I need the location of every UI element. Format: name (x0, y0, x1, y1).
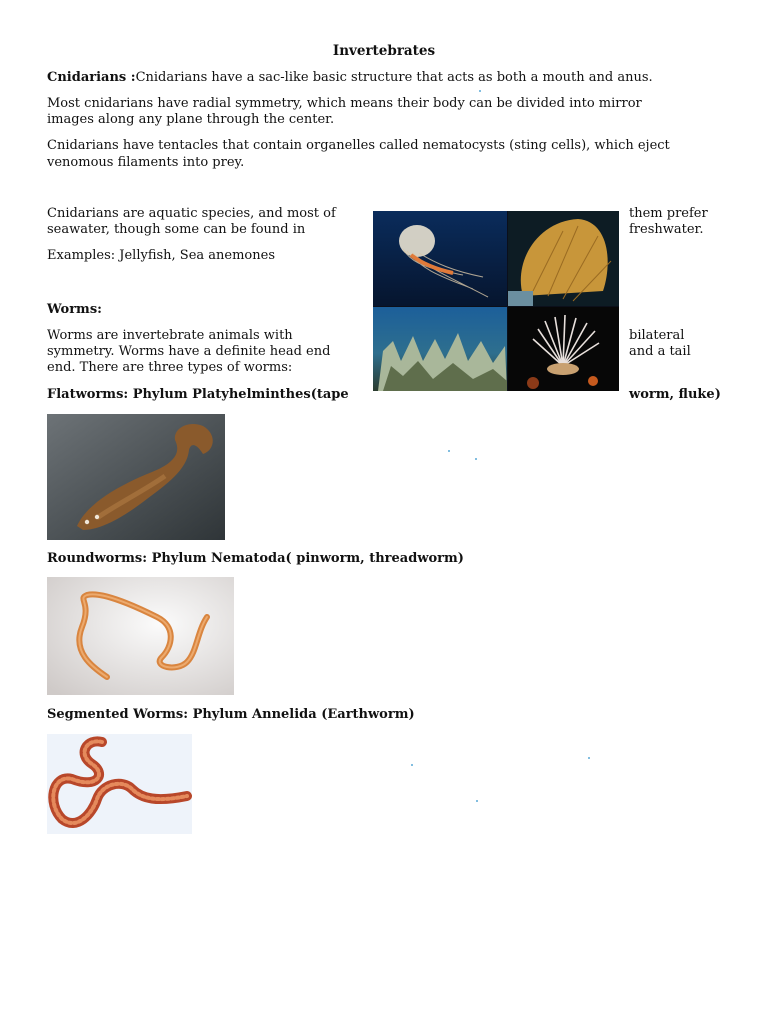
stray-dot (448, 450, 450, 452)
worms-p-right1: bilateral (629, 328, 685, 343)
cnidarians-p2-line2: images along any plane through the center. (47, 112, 335, 127)
flatworm-graphic (47, 414, 225, 540)
cnidarians-examples: Examples: Jellyfish, Sea anemones (47, 248, 275, 263)
cnidarians-p4-right1: them prefer (629, 206, 708, 221)
cnidarians-paragraph-1 (47, 70, 653, 86)
cnidarians-p4-left1: Cnidarians are aquatic species, and most of (47, 206, 336, 221)
cnidarians-p3-line1: Cnidarians have tentacles that contain organelles called nematocysts (sting cells), which eject (47, 138, 670, 153)
flatworms-heading-right: worm, fluke) (629, 387, 721, 402)
worms-p-right2: and a tail (629, 344, 691, 359)
flatworms-heading-left: Flatworms: Phylum Platyhelminthes(tape (47, 387, 349, 402)
segmented-worms-heading: Segmented Worms: Phylum Annelida (Earthworm) (47, 707, 415, 722)
worms-p-left2: symmetry. Worms have a definite head end (47, 344, 331, 359)
cnidarians-p3-line2: venomous filaments into prey. (47, 155, 245, 170)
worms-p-left1: Worms are invertebrate animals with (47, 328, 293, 343)
earthworm-photo (47, 734, 192, 834)
cnidarians-p4-right2: freshwater. (629, 222, 704, 237)
roundworm-photo (47, 577, 234, 695)
stray-dot (475, 458, 477, 460)
cnidarians-collage-graphic (373, 211, 619, 391)
cnidarians-heading: Cnidarians : (47, 70, 136, 85)
cnidarians-p4-left2: seawater, though some can be found in (47, 222, 306, 237)
page-title: Invertebrates (332, 43, 436, 59)
flatworm-photo (47, 414, 225, 540)
cnidarians-p1-text: Cnidarians have a sac-like basic structure that acts as both a mouth and anus. (135, 70, 653, 85)
stray-dot (479, 90, 481, 92)
roundworm-graphic (47, 577, 234, 695)
stray-dot (411, 764, 413, 766)
worms-p-left3: end. There are three types of worms: (47, 360, 293, 375)
earthworm-graphic (47, 734, 192, 834)
roundworms-heading: Roundworms: Phylum Nematoda( pinworm, threadworm) (47, 551, 464, 566)
stray-dot (476, 800, 478, 802)
cnidarians-photo-collage (373, 211, 619, 391)
stray-dot (588, 757, 590, 759)
cnidarians-p2-line1: Most cnidarians have radial symmetry, which means their body can be divided into mirror (47, 96, 642, 111)
worms-heading: Worms: (47, 302, 102, 317)
